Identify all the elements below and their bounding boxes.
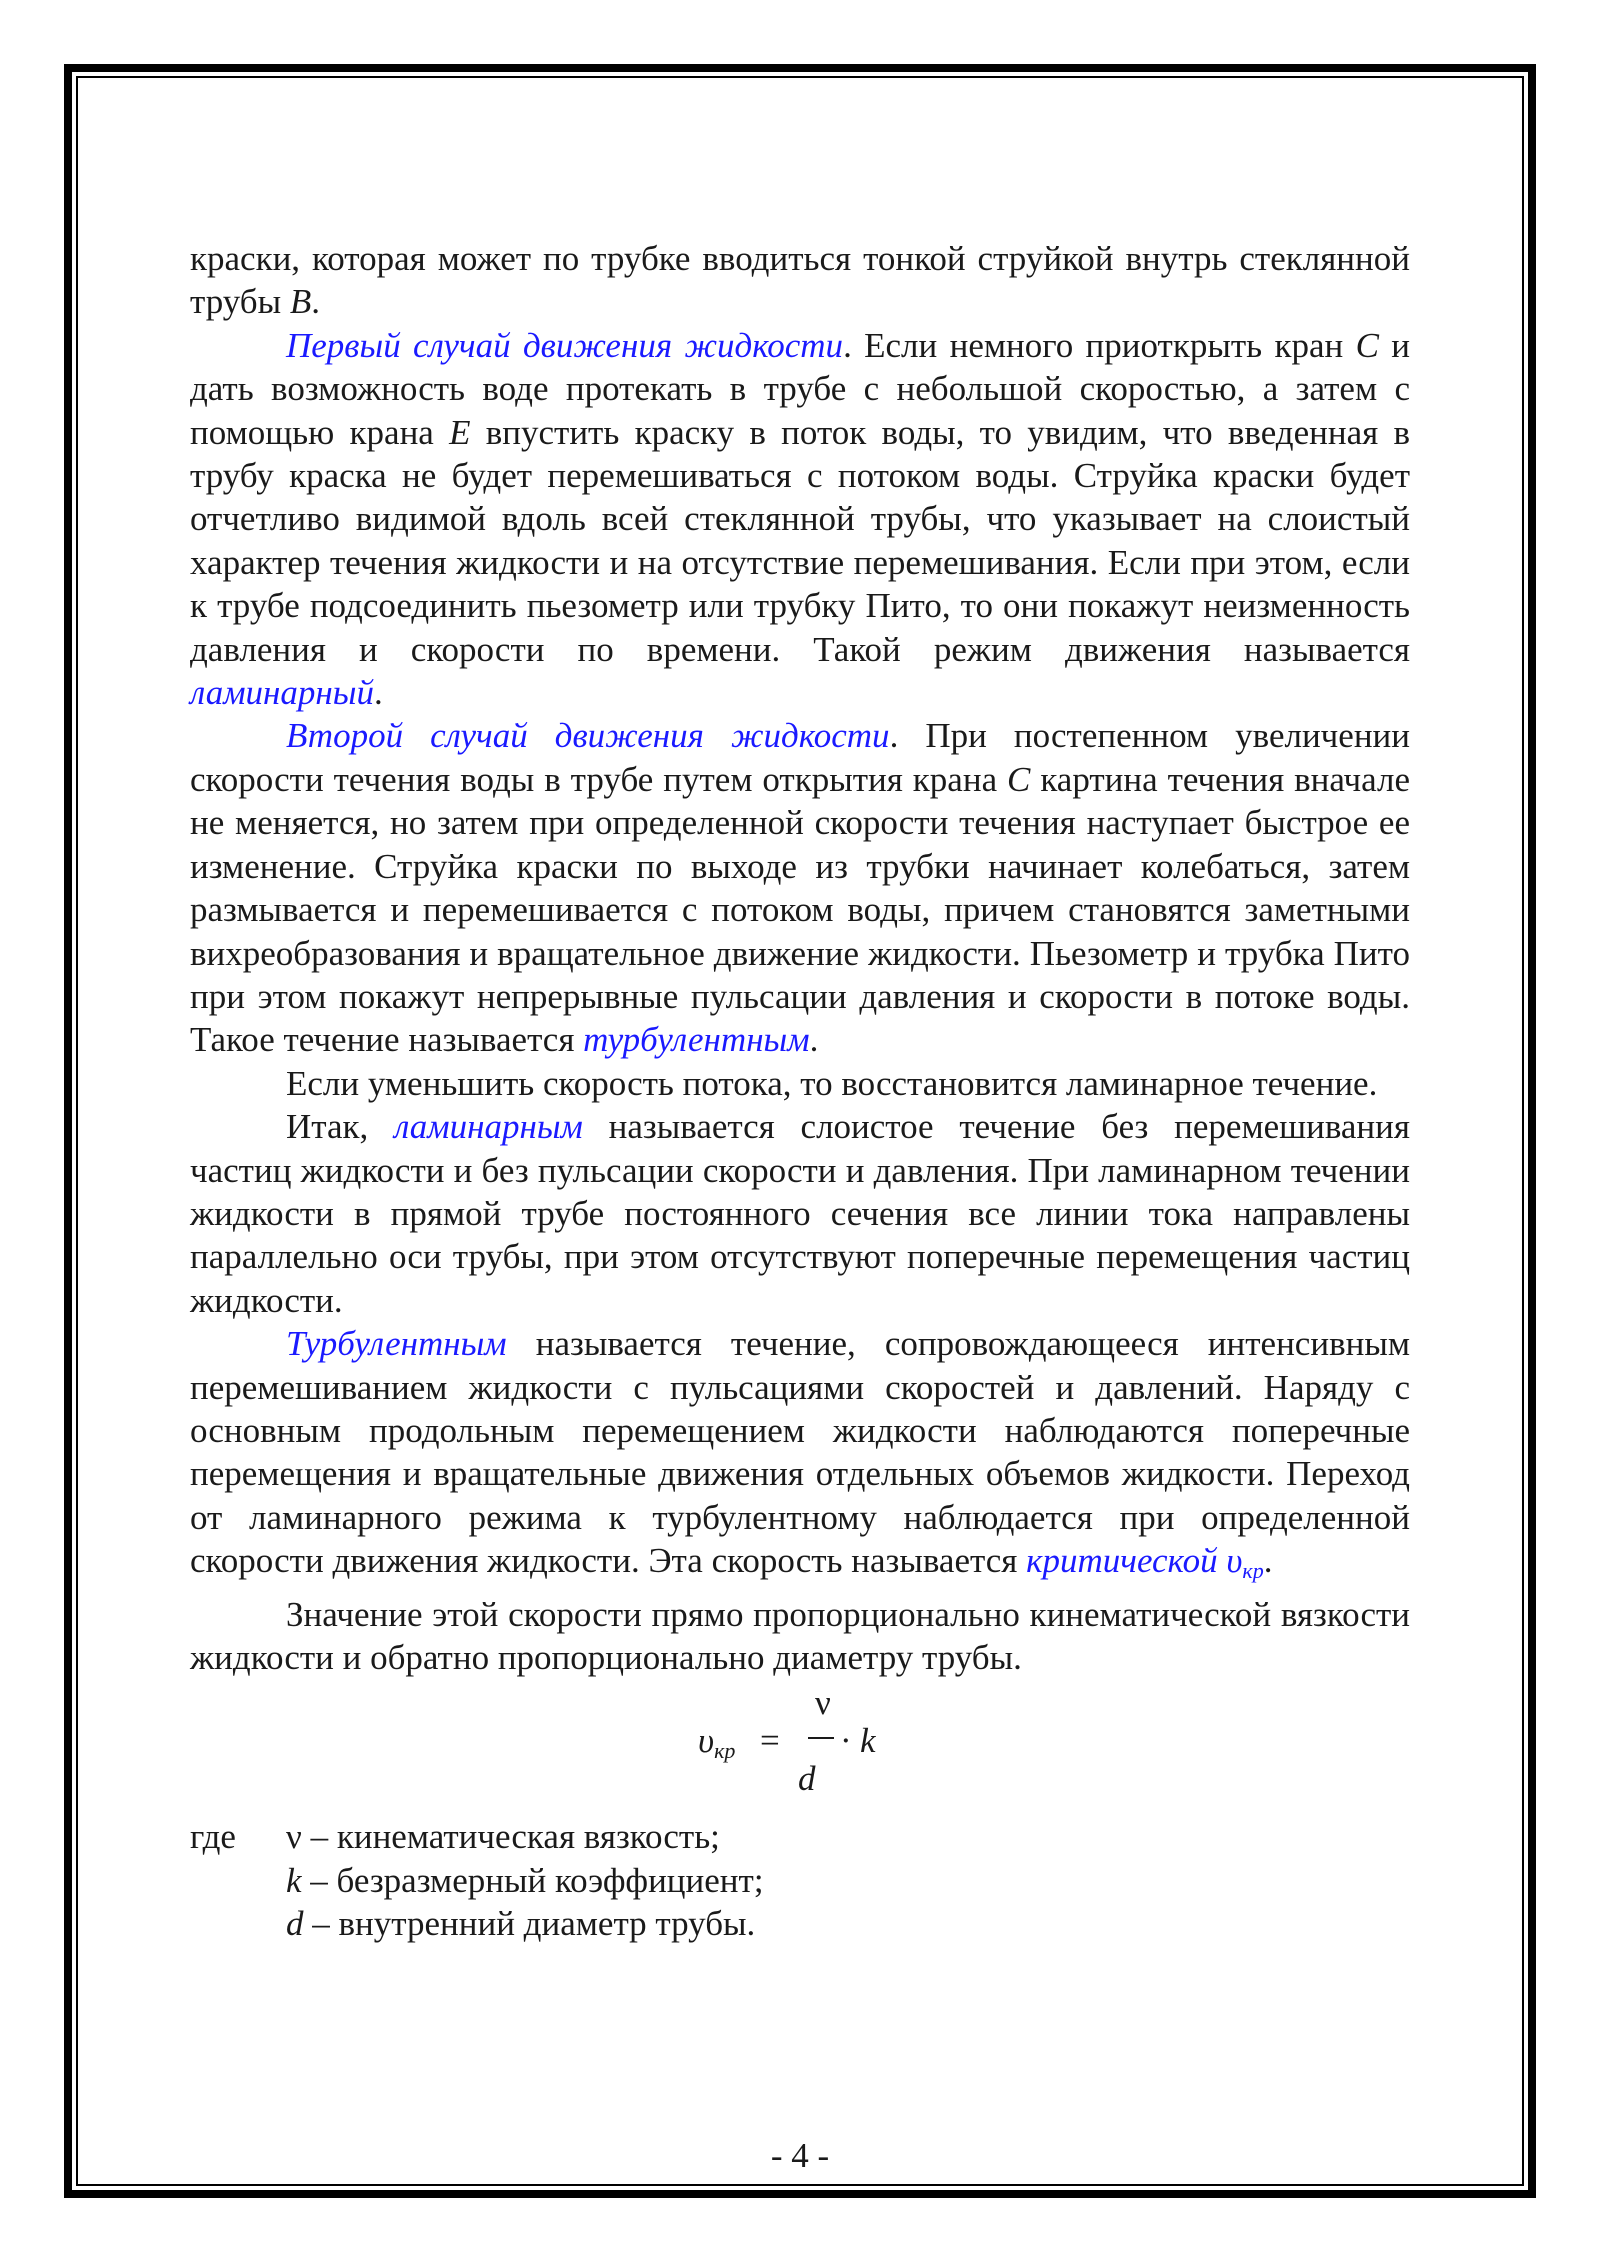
text-run: называется течение, сопровождающееся интенсивным перемешиванием жидкости с пульсациями скоростей и давлений. Наряду с основным продольным перемещением жидкости наблюдаются поперечные перемещения и вращательные движения отдельных объемов жидкости. Переход от ламинарного режима к турбулентному наблюдается при определенной скорости движения жидкости. Эта скорость называется xyxy=(190,1324,1410,1581)
term-highlight: Первый случай движения жидкости xyxy=(286,325,844,365)
formula-lhs-subscript: кр xyxy=(714,1738,736,1764)
subscript-text: кр xyxy=(1242,1558,1264,1584)
text-run: называется слоистое течение без перемешивания частиц жидкости и без пульсации скорости и давления. При ламинарном течении жидкости в прямой трубе постоянного сечения все линии тока направлены параллельно оси трубы, при этом отсутствуют поперечные перемещения частиц жидкости. xyxy=(190,1107,1410,1320)
where-item-1 xyxy=(286,1859,764,1902)
formula-fraction-bar xyxy=(808,1737,834,1739)
where-description: – кинематическая вязкость; xyxy=(301,1817,720,1857)
term-highlight: критической xyxy=(1026,1541,1218,1581)
formula-numerator: ν xyxy=(815,1683,831,1723)
paragraph xyxy=(190,1322,1410,1592)
where-symbol: ν xyxy=(286,1817,302,1857)
text-run: . xyxy=(1263,1541,1273,1581)
text-run: краски, которая может по трубке вводиться тонкой струйкой внутрь стеклянной трубы xyxy=(190,239,1410,322)
where-description: – внутренний диаметр трубы. xyxy=(303,1904,756,1944)
formula-critical-velocity xyxy=(190,1681,1410,1811)
formula-denominator: d xyxy=(798,1759,816,1799)
text-run: . xyxy=(809,1020,819,1060)
formula-dot: · xyxy=(840,1721,852,1761)
italic-symbol: Е xyxy=(449,412,471,452)
where-item-0 xyxy=(286,1815,720,1858)
page-content xyxy=(190,237,1410,1946)
where-row xyxy=(190,1902,1410,1945)
text-run: и дать возможность воде протекать в трубе с небольшой скоростью, а затем с помощью крана xyxy=(190,325,1411,452)
italic-symbol: С xyxy=(1007,759,1031,799)
formula-lhs: $\upsilon_{кр}$ xyxy=(698,1721,736,1764)
term-highlight: ламинарный xyxy=(190,673,374,713)
paragraph xyxy=(190,237,1410,324)
where-description: – безразмерный коэффициент; xyxy=(301,1860,764,1900)
text-run: картина течения вначале не меняется, но затем при определенной скорости течения наступает быстрое ее изменение. Струйка краски по выходе из трубки начинает колебаться, затем размывается и перемешивается с потоком воды, причем становятся заметными вихреобразования и вращательное движение жидкости. Пьезометр и трубка Пито при этом покажут непрерывные пульсации давления и скорости в потоке воды. Такое течение называется xyxy=(190,759,1410,1060)
text-run: . xyxy=(373,673,383,713)
text-run: . При постепенном увеличении скорости течения воды в трубе путем открытия крана xyxy=(190,716,1411,799)
text-run: Значение этой скорости прямо пропорционально кинематической вязкости жидкости и обратно пропорционально диаметру трубы. xyxy=(190,1594,1410,1677)
term-highlight: Второй случай движения жидкости xyxy=(286,716,890,756)
text-run: Если уменьшить скорость потока, то восстановится ламинарное течение. xyxy=(286,1063,1378,1103)
term-highlight: Турбулентным xyxy=(286,1324,507,1364)
where-list xyxy=(190,1815,1410,1945)
where-label: где xyxy=(190,1817,236,1857)
where-symbol: k xyxy=(286,1860,302,1900)
text-run: . xyxy=(311,282,321,322)
where-row xyxy=(190,1859,1410,1902)
paragraph xyxy=(190,1062,1410,1105)
where-item-2 xyxy=(286,1902,755,1945)
page-number: - 4 - xyxy=(770,2136,830,2175)
paragraph xyxy=(190,1593,1410,1680)
text-run: впустить краску в поток воды, то увидим, что введенная в трубу краска не будет перемешиваться с потоком воды. Струйка краски будет отчетливо видимой вдоль всей стеклянной трубы, что указывает на слоистый характер течения жидкости и на отсутствие перемешивания. Если при этом, если к трубе подсоединить пьезометр или трубку Пито, то они покажут неизменность давления и скорости по времени. Такой режим движения называется xyxy=(190,412,1410,669)
formula-factor: k xyxy=(860,1721,876,1761)
text-run: . Если немного приоткрыть кран xyxy=(843,325,1356,365)
italic-symbol: В xyxy=(289,282,312,322)
term-highlight: υ xyxy=(1217,1541,1243,1581)
text-run: Итак, xyxy=(286,1107,395,1147)
term-highlight: турбулентным xyxy=(583,1020,810,1060)
italic-symbol: С xyxy=(1355,325,1379,365)
term-highlight: ламинарным xyxy=(394,1107,583,1147)
formula-equals: = xyxy=(760,1721,780,1761)
where-symbol: d xyxy=(286,1904,304,1944)
where-row xyxy=(190,1815,1410,1858)
paragraph xyxy=(190,1105,1410,1322)
body-text xyxy=(190,237,1410,1679)
paragraph xyxy=(190,324,1410,715)
paragraph xyxy=(190,714,1410,1061)
